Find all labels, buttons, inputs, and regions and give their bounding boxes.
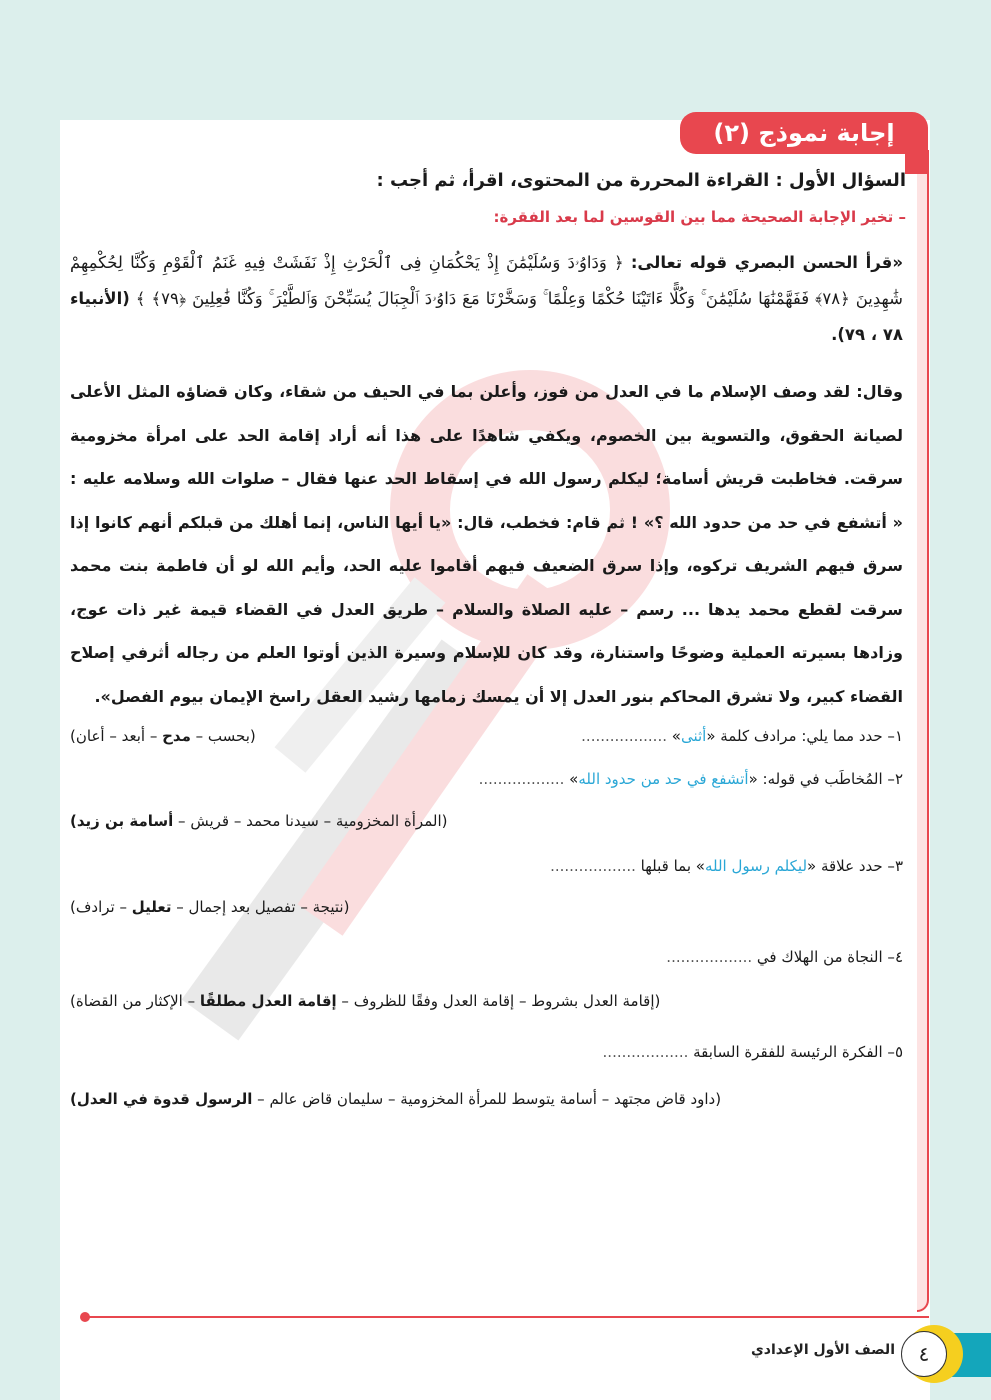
- highlight-phrase: أتشفع في حد من حدود الله: [578, 770, 749, 788]
- page-margin-right: [930, 0, 991, 1400]
- question-title: السؤال الأول : القراءة المحررة من المحتوى، اقرأ، ثم أجب :: [376, 170, 906, 191]
- option[interactable]: أعان): [70, 727, 105, 745]
- option[interactable]: أسامة يتوسط للمرأة المخزومية: [400, 1090, 597, 1108]
- options-item-3: (نتيجة – تفصيل بعد إجمال – تعليل – ترادف): [70, 898, 350, 916]
- question-item-1: ١– حدد مما يلي: مرادف كلمة «أثنى» ..................: [581, 727, 903, 745]
- option[interactable]: (داود قاض مجتهد: [614, 1090, 722, 1108]
- footer-divider-dot: [80, 1312, 90, 1322]
- options-item-4: (إقامة العدل بشروط – إقامة العدل وفقًا للظروف – إقامة العدل مطلقًا – الإكثار من القضاة): [70, 992, 661, 1010]
- option-correct[interactable]: إقامة العدل مطلقًا: [199, 992, 337, 1010]
- option-correct[interactable]: الرسول قدوة في العدل): [70, 1090, 253, 1108]
- answer-blank[interactable]: ..................: [581, 727, 667, 745]
- answer-blank[interactable]: ..................: [478, 770, 565, 788]
- passage-intro: «قرأ الحسن البصري قوله تعالى:: [630, 253, 904, 272]
- question-item-2: ٢– المُخاطَب في قوله: «أتشفع في حد من حدود الله» ..................: [478, 770, 903, 788]
- option[interactable]: الإكثار من القضاة): [70, 992, 183, 1010]
- options-item-2: (المرأة المخزومية – سيدنا محمد – قريش – أسامة بن زيد): [70, 812, 448, 830]
- option[interactable]: إقامة العدل وفقًا للظروف: [353, 992, 515, 1010]
- grade-label: الصف الأول الإعدادي: [750, 1342, 895, 1358]
- highlight-phrase: ليكلم رسول الله: [704, 857, 808, 875]
- quran-verse: ﴿ وَدَاوُۥدَ وَسُلَيْمَٰنَ إِذْ يَحْكُمَانِ فِى ٱلْحَرْثِ إِذْ نَفَشَتْ فِيهِ غَنَمُ ٱلْقَوْمِ وَكُنَّا لِحُكْمِهِمْ شَٰهِدِينَ ﴿٧٨﴾ فَفَهَّمْنَٰهَا سُلَيْمَٰنَ ۚ وَكُلًّا ءَاتَيْنَا حُكْمًا وَعِلْمًا ۚ وَسَخَّرْنَا مَعَ دَاوُۥدَ ٱلْجِبَالَ يُسَبِّحْنَ وَٱلطَّيْرَ ۚ وَكُنَّا فَٰعِلِينَ ﴿٧٩﴾ ﴾: [70, 253, 903, 308]
- page-number: ٤: [901, 1331, 947, 1377]
- highlight-word: أثنى: [680, 727, 707, 745]
- footer-divider: [84, 1316, 929, 1318]
- option[interactable]: (المرأة المخزومية: [335, 812, 448, 830]
- options-item-1: (بحسب – مدح – أبعد – أعان): [70, 727, 256, 745]
- options-item-5: (داود قاض مجتهد – أسامة يتوسط للمرأة المخزومية – سليمان قاض عالم – الرسول قدوة في العدل): [70, 1090, 722, 1108]
- answer-blank[interactable]: ..................: [602, 1043, 689, 1061]
- card-border-accent: [917, 150, 929, 1312]
- option[interactable]: (إقامة العدل بشروط: [531, 992, 661, 1010]
- answer-blank[interactable]: ..................: [666, 948, 753, 966]
- verse-citation: (الأنبياء ٧٨ ، ٧٩).: [70, 289, 903, 344]
- question-instruction: – تخير الإجابة الصحيحة مما بين القوسين لما بعد الفقرة:: [493, 208, 906, 226]
- answer-blank[interactable]: ..................: [550, 857, 636, 875]
- option-correct[interactable]: تعليل: [131, 898, 172, 916]
- option[interactable]: (بحسب: [207, 727, 256, 745]
- passage-quran: [70, 245, 903, 353]
- option-correct[interactable]: أسامة بن زيد): [70, 812, 174, 830]
- option[interactable]: قريش: [190, 812, 230, 830]
- option[interactable]: سيدنا محمد: [246, 812, 319, 830]
- question-item-4: ٤– النجاة من الهلاك في ..................: [666, 948, 903, 966]
- option[interactable]: (نتيجة: [312, 898, 350, 916]
- option[interactable]: ترادف): [70, 898, 115, 916]
- option[interactable]: سليمان قاض عالم: [269, 1090, 384, 1108]
- page-margin-top: [0, 0, 991, 120]
- question-item-3: ٣– حدد علاقة «ليكلم رسول الله» بما قبلها ..................: [550, 857, 903, 875]
- passage-body: وقال: لقد وصف الإسلام ما في العدل من فوز، وأعلن بما في الحيف من شقاء، وكان قضاؤه المثل الأعلى لصيانة الحقوق، والتسوية بين الخصوم، ويكفي شاهدًا على هذا أنه أراد إقامة الحد على امرأة مخزومية سرقت. فخاطبت قريش أسامة؛ ليكلم رسول الله في إسقاط الحد عنها فقال – صلوات الله وسلامه عليه : « أتشفع في حد من حدود الله ؟» ! ثم قام: فخطب، قال: «يا أيها الناس، إنما أهلك من قبلكم أنهم كانوا إذا سرق فيهم الشريف تركوه، وإذا سرق الضعيف فيهم أقاموا عليه الحد، وأيم الله لو أن فاطمة بنت محمد سرقت لقطع محمد يدها ... رسم – عليه الصلاة والسلام – طريق العدل في القضاء قيمة غير ذات عوج، وزادها بسيرته العملية وضوحًا واستنارة، وقد كان للإسلام وسيرة الذين أوتوا العلم من رجاله أثرفي إصلاح القضاء كبير، ولا تشرق المحاكم بنور العدل إلا أن يمسك زمامها رشيد العقل راسخ الإيمان بيوم الفصل».: [70, 382, 903, 706]
- page-margin-left: [0, 0, 60, 1400]
- question-item-5: ٥– الفكرة الرئيسة للفقرة السابقة ..................: [602, 1043, 903, 1061]
- section-header: إجابة نموذج (٢): [680, 112, 928, 154]
- option-correct[interactable]: مدح: [162, 727, 191, 745]
- option[interactable]: أبعد: [121, 727, 146, 745]
- option[interactable]: تفصيل بعد إجمال: [188, 898, 296, 916]
